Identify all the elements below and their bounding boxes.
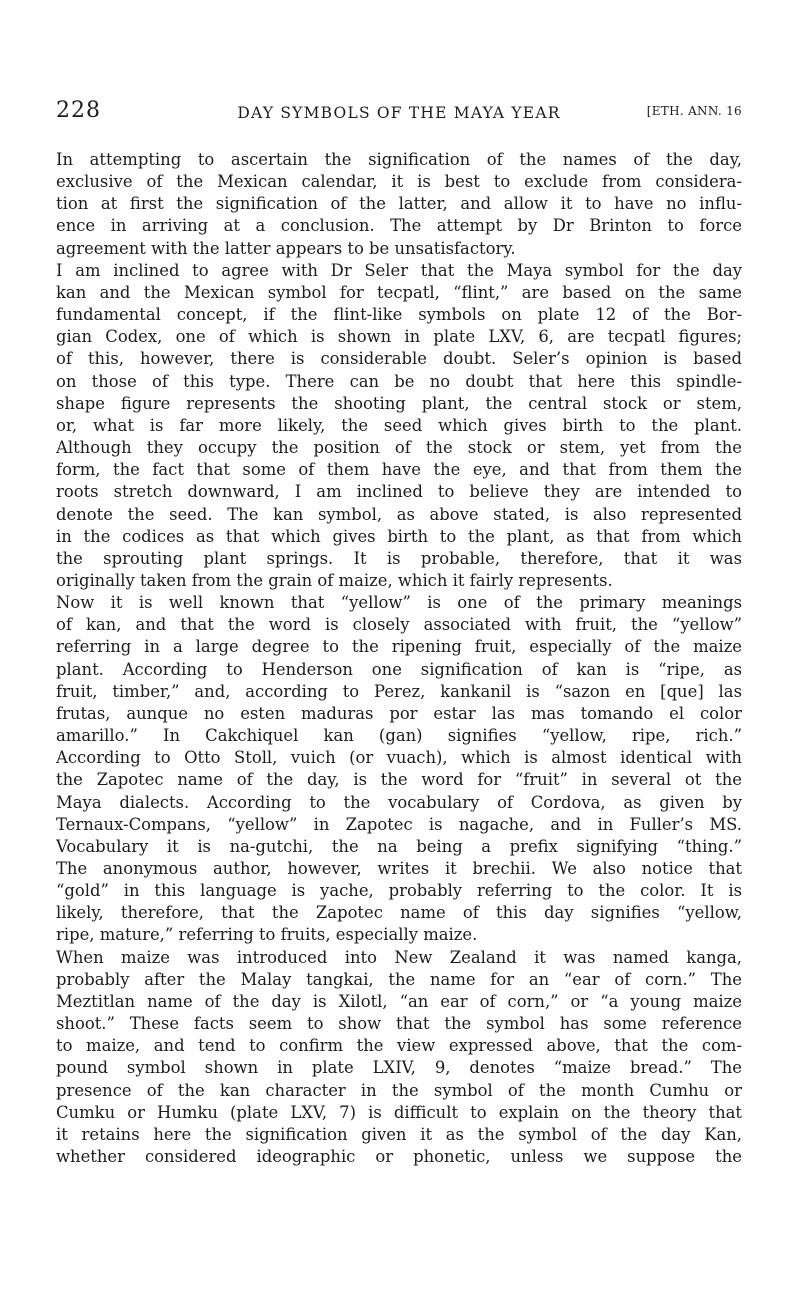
text-line: originally taken from the grain of maize, which it fairly represents. [56,570,613,590]
text-line: whether considered ideographic or phonetic, unless we suppose the [56,1147,742,1167]
text-line: on those of this type. There can be no doubt that here this spindle- [56,371,742,391]
text-line: ence in arriving at a conclusion. The attempt by Dr Brinton to force [56,216,742,236]
series-reference: [ETH. ANN. 16 [646,104,742,118]
text-line: exclusive of the Mexican calendar, it is best to exclude from considera- [56,172,742,192]
text-line: presence of the kan character in the symbol of the month Cumhu or [56,1080,742,1100]
text-line: shape figure represents the shooting plant, the central stock or stem, [56,393,742,413]
body-text [56,149,742,1168]
text-line: form, the fact that some of them have the eye, and that from them the [56,460,742,480]
text-line: of this, however, there is considerable doubt. Seler’s opinion is based [56,349,742,369]
text-line: In attempting to ascertain the signification of the names of the day, [56,150,742,169]
text-line: Ternaux-Compans, “yellow” in Zapotec is nagache, and in Fuller’s MS. [56,814,742,834]
text-line: likely, therefore, that the Zapotec name of this day signifies “yellow, [56,903,742,923]
text-line: fruit, timber,” and, according to Perez, kankanil is “sazon en [que] las [56,681,742,701]
text-line: in the codices as that which gives birth to the plant, as that from which [56,526,742,546]
text-line: plant. According to Henderson one signification of kan is “ripe, as [56,659,742,679]
page-number: 228 [56,98,101,123]
text-line: roots stretch downward, I am inclined to believe they are intended to [56,482,742,502]
text-line: tion at first the signification of the latter, and allow it to have no influ- [56,194,742,214]
text-line: the sprouting plant springs. It is probable, therefore, that it was [56,548,742,568]
text-line: When maize was introduced into New Zealand it was named kanga, [56,947,742,967]
text-line: I am inclined to agree with Dr Seler that the Maya symbol for the day [56,260,742,280]
text-line: Now it is well known that “yellow” is one of the primary meanings [56,593,742,613]
text-line: Maya dialects. According to the vocabulary of Cordova, as given by [56,792,742,812]
text-line: The anonymous author, however, writes it brechii. We also notice that [56,859,742,878]
text-line: kan and the Mexican symbol for tecpatl, “flint,” are based on the same [56,282,742,302]
text-line: frutas, aunque no esten maduras por estar las mas tomando el color [56,703,742,723]
text-line: probably after the Malay tangkai, the name for an “ear of corn.” The [56,969,742,989]
text-line: or, what is far more likely, the seed which gives birth to the plant. [56,415,742,435]
page-header [56,98,742,138]
text-line: Cumku or Humku (plate LXV, 7) is difficult to explain on the theory that [56,1102,742,1122]
text-line: Vocabulary it is na-gutchi, the na being a prefix signifying “thing.” [56,836,742,856]
text-line: Although they occupy the position of the stock or stem, yet from the [56,438,742,458]
text-line: to maize, and tend to confirm the view expressed above, that the com- [56,1036,742,1056]
text-line: it retains here the signification given it as the symbol of the day Kan, [56,1124,742,1144]
text-line: shoot.” These facts seem to show that the symbol has some reference [56,1014,742,1034]
text-line: ripe, mature,” referring to fruits, especially maize. [56,925,478,945]
text-line: amarillo.” In Cakchiquel kan (gan) signifies “yellow, ripe, rich.” [56,726,742,746]
text-line: Meztitlan name of the day is Xilotl, “an ear of corn,” or “a young maize [56,991,742,1011]
text-line: fundamental concept, if the flint-like symbols on plate 12 of the Bor- [56,305,742,325]
text-line: “gold” in this language is yache, probably referring to the color. It is [56,881,742,901]
text-line: agreement with the latter appears to be unsatisfactory. [56,238,516,258]
text-line: pound symbol shown in plate LXIV, 9, denotes “maize bread.” The [56,1058,742,1078]
text-line: denote the seed. The kan symbol, as above stated, is also represented [56,504,742,524]
text-line: According to Otto Stoll, vuich (or vuach), which is almost identical with [56,748,742,768]
text-line: of kan, and that the word is closely associated with fruit, the “yellow” [56,615,742,635]
running-title: DAY SYMBOLS OF THE MAYA YEAR [237,104,561,122]
text-line: the Zapotec name of the day, is the word for “fruit” in several ot the [56,770,742,790]
text-line: referring in a large degree to the ripening fruit, especially of the maize [56,637,742,657]
text-line: gian Codex, one of which is shown in plate LXV, 6, are tecpatl figures; [56,327,742,347]
